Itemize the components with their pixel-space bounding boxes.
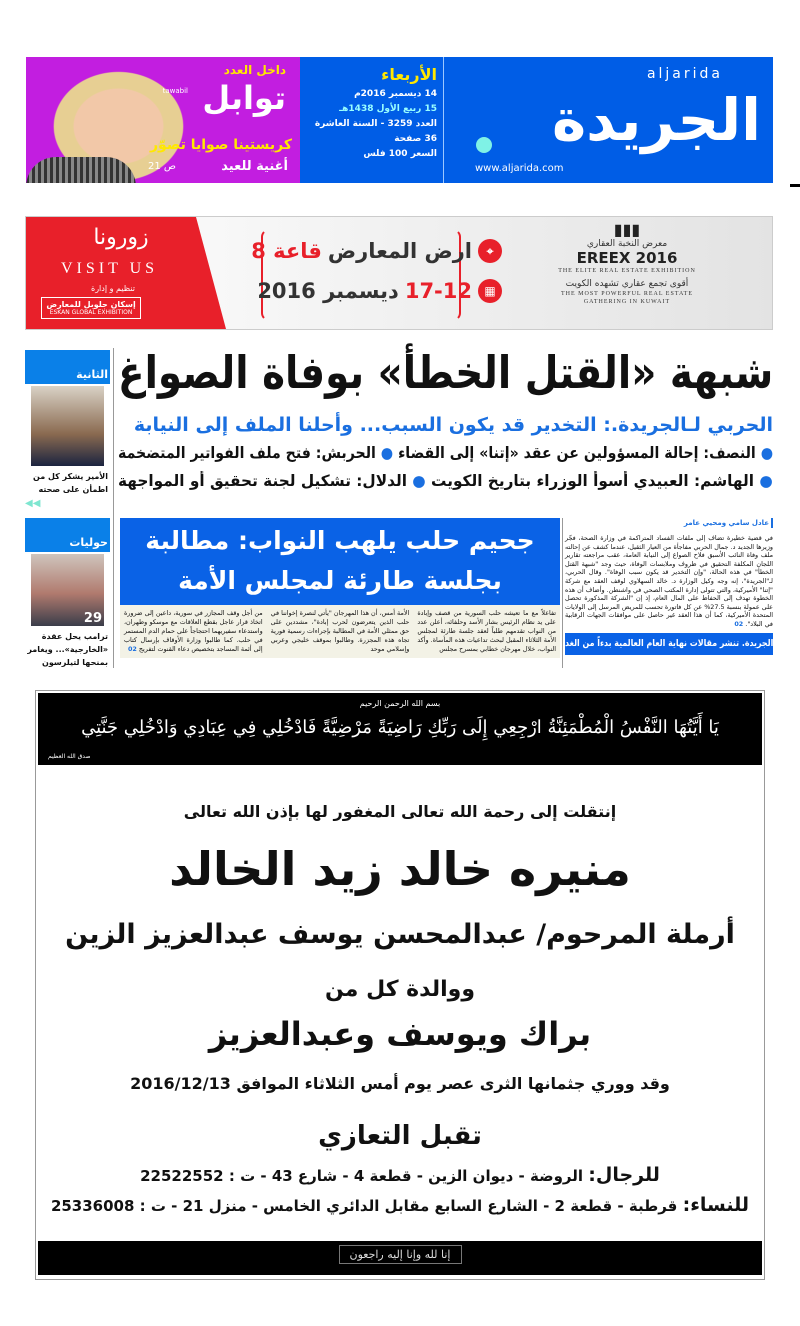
women-address: قرطبة - قطعة 2 - الشارع السابع مقابل الدائري الخامس - منزل 21 - ت : 25336008 [50,1197,678,1215]
aleppo-columns [120,605,560,658]
bullet-line [118,439,773,467]
year-end-articles-banner[interactable] [565,633,773,655]
widow-of: أرملة المرحوم/ عبدالمحسن يوسف عبدالعزيز الزين [65,919,735,950]
bullet-line [118,467,773,495]
ad-month: ديسمبر 2016 [257,279,399,303]
obituary-ad [35,690,765,1280]
mother-of: ووالدة كل من [324,977,475,1002]
newspaper-logo: الجريدة [551,86,761,154]
price: السعر 100 فلس [363,149,437,159]
sidebar-caption: ترامب يحل عقدة «الخارجية»... ويغامر بمنحها لتيلرسون [27,632,108,667]
banner-text: تنشر مقالات نهاية العام العالمية بدءاً من الغد [564,637,739,649]
promo-sub: أغنية للعيد [221,159,288,174]
ereex-ar: معرض النخبة العقاري [586,239,668,249]
story-page-ref[interactable]: 02 [734,619,744,628]
date-gregorian: 14 ديسمبر 2016م [354,89,437,99]
sons-names: براك ويوسف وعبدالعزيز [208,1015,592,1053]
bullet-icon: ● [755,444,773,462]
men-label: للرجال: [588,1164,660,1186]
ereex-tagline-en1: THE MOST POWERFUL REAL ESTATE [561,291,693,297]
ad-dates [257,277,502,305]
aleppo-col [124,609,263,654]
sadaq: صدق الله العظيم [48,753,91,760]
aleppo-col-text: من أجل وقف المجازر في سورية، داعين إلى ضرورة اتخاذ قرار عاجل بقطع العلاقات مع موسكو وطهران، واستدعاء سفيريهما احتجاجاً على حمام الدم المستمر في حلب. كما طالبوا وزارة الأوقاف بإرسال كتاب إلى أئمة المساجد بتخصيص دعاء القنوت لتفريج [123,609,263,653]
byline: عادل سامي ومحيي عامر [565,518,773,528]
banner-brand: الجريدة. [741,637,773,649]
condolences-title: تقبل التعازي [318,1121,482,1151]
aleppo-headline-line2: بجلسة طارئة لمجلس الأمة [178,566,502,595]
burial-note-row [36,1073,764,1095]
ad-visit-en: VISIT US [61,260,159,277]
lead-subheadline [134,411,773,439]
issue-info [300,57,444,183]
bullet-icon: ● [375,444,399,462]
quran-verse-row [38,715,762,741]
sub-part-b: : التخدير قد يكون السبب... وأحلنا الملف إلى النيابة [133,414,611,436]
bullet-icon: ● [407,472,432,490]
sub-brand: الجريدة. [610,414,688,436]
condolences-title-row [36,1119,764,1153]
sidebar-caption: الأمير يشكر كل من اطمأن على صحته [33,472,108,494]
mother-of-row [36,975,764,1005]
deceased-name: منيره خالد زيد الخالد [169,842,631,896]
logo-dot-icon [476,137,492,153]
story-body: في قضية خطيرة تضاف إلى ملفات الفساد المتراكمة في وزارة الصحة، فجّر وزيرها الجديد د. جمال الحربي مفاجأة من العيار الثقيل، عندما كشف عن إحالته ملف وفاة النائب الأسبق فلاح الصواغ إلى النيابة العامة، عقب مراجعته تقارير اللجان المكلفة التحقيق في ظروف وملابسات الوفاة، حيث وجد "شبهة القتل الخطأ" في هذه الحالة، "وإن التخدير قد يكون سبب الوفاة". وقال الحربي، لـ"الجريدة"، إنه وجه وكيل الوزارة د. خالد السهلاوي لوقف العقد مع شركة "إتنا" الأميركية، والتي تتولى إدارة المكتب الصحي في واشنطن. وأضاف أن هذه الخطوة تهدف إلى الحفاظ على المال العام، إذ إن "الشركة المذكورة تحصل على عمولة بنسبة 27.5% عن كل فاتورة تحسب للمريض المرسل إلى الولايات المتحدة الأميركية، كما أن هذا العقد غير حاصل على موافقات الجهات الرقابية في البلاد". [565,534,773,628]
ad-visit-ar: زورونا [93,225,149,250]
widow-of-row [36,917,764,953]
obituary-footer-band [38,1241,762,1275]
aleppo-headline-row [120,561,560,601]
bullet-item: الدلال: تشكيل لجنة تحقيق أو المواجهة [118,472,408,490]
ad-location-text: ارض المعارض [327,239,472,263]
lead-headline-row [118,345,773,405]
lead-story [565,518,773,629]
location-pin-icon: ⌖ [478,239,502,263]
banner-line [565,633,773,655]
promo-brand: توابل [202,79,286,117]
women-condolences-row [36,1193,764,1218]
lead-section [118,345,773,495]
burial-note: وقد ووري جثمانها الثرى عصر يوم أمس الثلاثاء الموافق 2016/12/13 [130,1074,670,1093]
obituary-verse-band [38,693,762,765]
men-condolences-row [36,1163,764,1188]
necklace-decoration [26,157,136,183]
ereex-ad-banner[interactable] [25,216,773,330]
sidebar-header: الثانية [25,350,110,384]
quran-verse: يَا أَيَّتُهَا النَّفْسُ الْمُطْمَئِنَّةُ ارْجِعِي إِلَى رَبِّكِ رَاضِيَةً مَرْضِيَّةً فَادْخُلِي فِي عِبَادِي وَادْخُلِي جَنَّتِي [81,717,719,738]
obituary-intro-row [36,801,764,823]
logo-en: aljarida [646,66,723,82]
ereex-tagline-en2: GATHERING IN KUWAIT [583,299,671,305]
footer-calligraphy: إنا لله وإنا إليه راجعون [339,1245,462,1264]
eskan-logo [41,297,141,319]
ad-hall: قاعة 8 [251,239,322,263]
aleppo-col: تفاعلاً مع ما تعيشه حلب السورية من قصف وإبادة على يد نظام الرئيس بشار الأسد وحلفائه، أعلن عدد من النواب تقدمهم طلباً لعقد جلسة طارئة لمجلس الأمة الثلاثاء المقبل لبحث تداعيات هذه المأساة. وأكد النواب، خلال مهرجان خطابي بمسرح مجلس [417,609,556,653]
register-mark [790,184,800,187]
bullet-icon: ● [754,472,773,490]
aleppo-headline-box[interactable] [120,518,560,605]
women-condolences [51,1193,749,1218]
ad-location [251,237,502,265]
lead-story-column [565,518,773,655]
bullet-item: النصف: إحالة المسؤولين عن عقد «إتنا» إلى القضاء [398,444,756,462]
ad-organizer-label: تنظيم و إدارة [91,284,135,293]
sub-part-a: الحربي لـ [687,414,773,436]
men-address: الروضة - ديوان الزين - قطعة 4 - شارع 43 - ت : 22522552 [140,1167,584,1185]
ereex-tagline-ar: أقوى تجمع عقاري تشهده الكويت [565,279,689,289]
lead-subheadline-row [118,411,773,439]
men-condolences [140,1163,660,1188]
ereex-title: EREEX 2016 [576,249,678,267]
arrow-icon: ◀◀ [25,498,41,509]
aleppo-col: الأمة أمس، أن هذا المهرجان "يأتي لنصرة إخواننا في حلب الذين يتعرضون لحرب إبادة"، مشددين على حق ممثلي الأمة في المطالبة بإجراءات رسمية فورية تجاه هذه المجزرة. وطالبوا بموقف خليجي وعربي وإسلامي موحد [270,609,410,653]
tillerson-photo [31,554,104,626]
aleppo-page-ref[interactable]: 02 [127,645,137,653]
sidebar-header: حوليات [25,518,110,552]
date-hijri: 15 ربيع الأول 1438هـ [339,104,437,114]
women-label: للنساء: [682,1194,750,1216]
eskan-en: ESKAN GLOBAL EXHIBITION [49,309,133,316]
page-count: 36 صفحة [394,134,437,144]
aleppo-headline-line1: جحيم حلب يلهب النواب: مطالبة [145,526,535,555]
tawabil-promo[interactable] [26,57,300,183]
website-link[interactable]: www.aljarida.com [475,163,564,174]
obituary-intro: إنتقلت إلى رحمة الله تعالى المغفور لها بإذن الله تعالى [183,802,617,821]
eskan-ar: إسكان جلوبل للمعارض [46,300,136,309]
promo-inside-label: داخل العدد [223,63,286,77]
promo-brand-en: tawabil [162,87,188,95]
issue-number: العدد 3259 - السنة العاشرة [314,119,437,129]
bullet-row [118,467,773,495]
masthead [300,57,773,183]
bullet-item: الهاشم: العبيدي أسوأ الوزراء بتاريخ الكويت [431,472,755,490]
ereex-logo [542,221,712,306]
skyline-icon: ▮▮▮ [613,220,641,239]
sidebar-hawliyat-teaser[interactable] [25,518,110,671]
deceased-name-row [36,839,764,899]
calendar-icon: ▦ [478,279,502,303]
lead-headline[interactable]: شبهة «القتل الخطأ» بوفاة الصواغ [117,346,773,399]
bullet-row [118,439,773,467]
page-badge: 29 [83,611,102,626]
promo-page: ص 21 [147,161,176,172]
ereex-sub: THE ELITE REAL ESTATE EXHIBITION [558,268,696,274]
issue-day: الأربعاء [381,65,437,84]
bullet-item: الحربش: فتح ملف الفواتير المتضخمة [117,444,376,462]
sons-names-row [36,1013,764,1055]
basmala: بسم الله الرحمن الرحيم [359,699,441,708]
promo-headline: كريستينا صوايا تصوّر [149,137,292,153]
story-paragraph [565,534,773,629]
aleppo-headline-row [120,521,560,561]
ad-date-range: 17-12 [404,279,472,303]
